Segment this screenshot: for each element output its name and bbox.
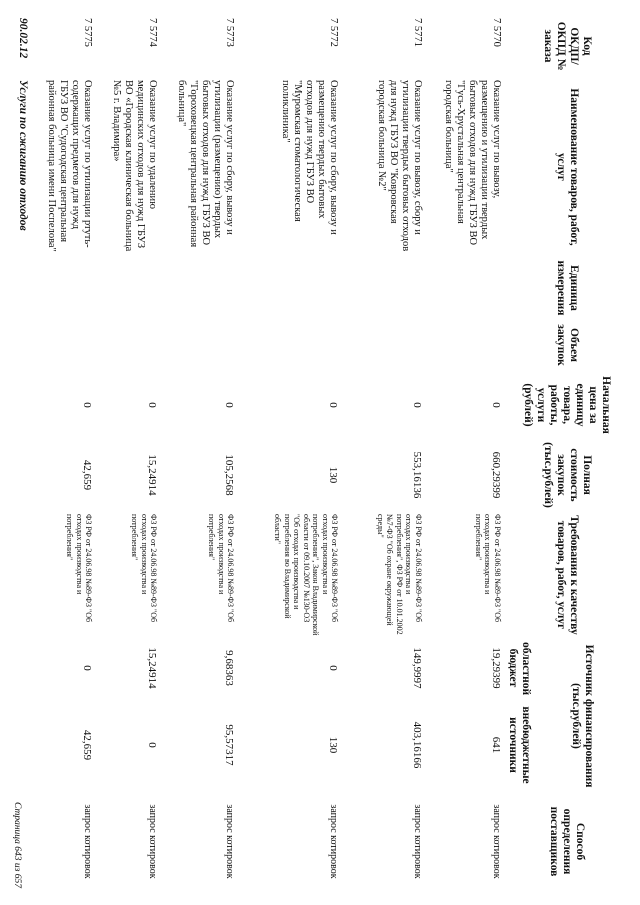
extra-budget-cell: 0 [146, 742, 159, 748]
requirements-cell: ФЗ РФ от 24.06.98 №89-ФЗ "Об отходах производства и потребления", ФЗ РФ от 10.01.2002 №7-ФЗ "Об охране окружающей среды" [375, 514, 423, 635]
unit-cell [95, 257, 160, 319]
total-cost-cell: 130 [327, 466, 340, 484]
table-row [341, 15, 424, 890]
method-cell: запрос котировок [411, 804, 423, 879]
total-cost-cell: 660,29399 [490, 451, 502, 499]
method-cell: запрос котировок [82, 804, 94, 879]
header-funding: Источник финансирования (тыс.рублей) [570, 644, 595, 788]
order-code: 7 5773 [224, 18, 236, 47]
extra-budget-cell: 130 [327, 736, 340, 754]
service-name: Оказание услуг по вывозу, сбору и утилизации твердых бытовых отходов для нужд ГБУЗ ВО "Ковровская городская больница №2" [375, 80, 423, 252]
header-code: Код ОКДП/ ОКПД № заказа [542, 21, 593, 71]
total-cost-cell: 105,2568 [223, 454, 236, 496]
order-code: 7 5770 [491, 18, 502, 47]
regional-budget-cell: 15,24914 [146, 647, 159, 689]
regional-budget-cell: 0 [327, 665, 340, 671]
page-number: Страница 643 из 657 [12, 802, 22, 888]
order-code: 7 5774 [147, 18, 159, 47]
order-code: 7 5775 [82, 18, 94, 47]
procurement-table [10, 15, 630, 890]
unit-price-cell: 0 [223, 402, 236, 408]
total-cost-cell: 553,16136 [410, 451, 423, 499]
unit-price-cell: 0 [410, 402, 423, 408]
requirements-cell: ФЗ РФ от 24.06.98 №89-ФЗ "Об отходах производства и потребления" [207, 514, 236, 623]
header-method: Способ определения поставщиков [548, 806, 587, 877]
method-cell: запрос котировок [328, 804, 340, 879]
unit-cell [237, 257, 341, 319]
volume-cell [95, 319, 160, 371]
order-code: 7 5771 [411, 18, 423, 47]
header-requirements: Требования к качеству товаров, работ, услуг [555, 515, 580, 635]
order-code: 7 5772 [328, 18, 340, 47]
unit-price-cell: 0 [81, 402, 94, 408]
extra-budget-cell: 403,16166 [410, 721, 423, 769]
service-name: Оказание услуг по удалению медицинских отходов для нужд ГБУЗ ВО «Городская клиническая больница №5 г. Владимира» [111, 80, 159, 252]
regional-budget-cell: 9,68363 [223, 650, 236, 686]
header-unit: Единица измерения [555, 260, 580, 316]
header-funding-regional: областной бюджет [507, 642, 532, 696]
table-row [95, 15, 160, 890]
volume-cell [31, 319, 96, 371]
header-volume: Объем закупок [555, 324, 580, 366]
extra-budget-cell: 42,659 [81, 729, 94, 761]
volume-cell [160, 319, 237, 371]
unit-cell [160, 257, 237, 319]
requirements-cell: ФЗ РФ от 24.06.98 №89-ФЗ "Об отходах производства и потребления" [474, 514, 502, 623]
total-cost-cell: 15,24914 [146, 454, 159, 496]
service-name: Оказание услуг по сбору, вывозу и утилизации (размещению) твердых бытовых отходов для нужд ГБУЗ ВО "Гороховецкая центральная районная больница" [176, 80, 236, 248]
volume-cell [341, 319, 424, 371]
regional-budget-cell: 19,29399 [490, 647, 502, 689]
unit-cell [425, 257, 504, 319]
rotated-sheet [10, 15, 630, 890]
section-row [10, 15, 31, 890]
total-cost-cell: 42,659 [81, 459, 94, 491]
table-row [237, 15, 341, 890]
header-total-cost: Полная стоимость закупок (тыс.рублей) [542, 442, 593, 508]
header-funding-extra: внебюджетные источники [507, 706, 532, 784]
extra-budget-cell: 641 [490, 736, 502, 754]
volume-cell [237, 319, 341, 371]
regional-budget-cell: 149,9997 [410, 647, 423, 689]
unit-price-cell: 0 [146, 402, 159, 408]
requirements-cell: ФЗ РФ от 24.06.98 №89-ФЗ "Об отходах производства и потребления", Закон Владимирской области от 09.10.2007 №130-ОЗ "Об отходах производства и потребления во Владимирской области" [273, 514, 340, 636]
method-cell: запрос котировок [491, 804, 502, 879]
table-row [425, 15, 504, 890]
unit-price-cell: 0 [490, 402, 502, 408]
unit-cell [31, 257, 96, 319]
unit-cell [341, 257, 424, 319]
volume-cell [425, 319, 504, 371]
method-cell: запрос котировок [147, 804, 159, 879]
requirements-cell: ФЗ РФ от 24.06.98 №89-ФЗ "Об отходах производства и потребления" [130, 514, 159, 623]
header-name: Наименование товаров, работ, услуг [555, 88, 580, 246]
service-name: Оказание услуг по утилизации ртуть-содержащих предметов для нужд ГБУЗ ВО "Судогодская центральная районная больница имени Поспелова" [46, 80, 94, 252]
header-unit-price: Начальная цена за единицу товара, работы, услуги (рублей) [522, 376, 613, 434]
section-title: Услуги по сжиганию отходов [16, 80, 29, 231]
table-row [160, 15, 237, 890]
regional-budget-cell: 0 [81, 665, 94, 671]
method-cell: запрос котировок [224, 804, 236, 879]
table-row [31, 15, 96, 890]
section-code: 90.02.12 [16, 18, 29, 59]
service-name: Оказание услуг по сбору, вывозу и размещению твердых бытовых отходов для нужд ГБУЗ ВО "Муромская стоматологическая поликлиника" [280, 80, 340, 235]
header-row [534, 15, 630, 890]
extra-budget-cell: 95,57317 [223, 724, 236, 766]
requirements-cell: ФЗ РФ от 24.06.98 №89-ФЗ "Об отходах производства и потребления" [65, 514, 94, 623]
service-name: Оказание услуг по вывозу, размещению и утилизации твердых бытовых отходов для нужд ГБУЗ ВО "Гусь-Хрустальная центральная городская больница" [443, 80, 502, 246]
unit-price-cell: 0 [327, 402, 340, 408]
